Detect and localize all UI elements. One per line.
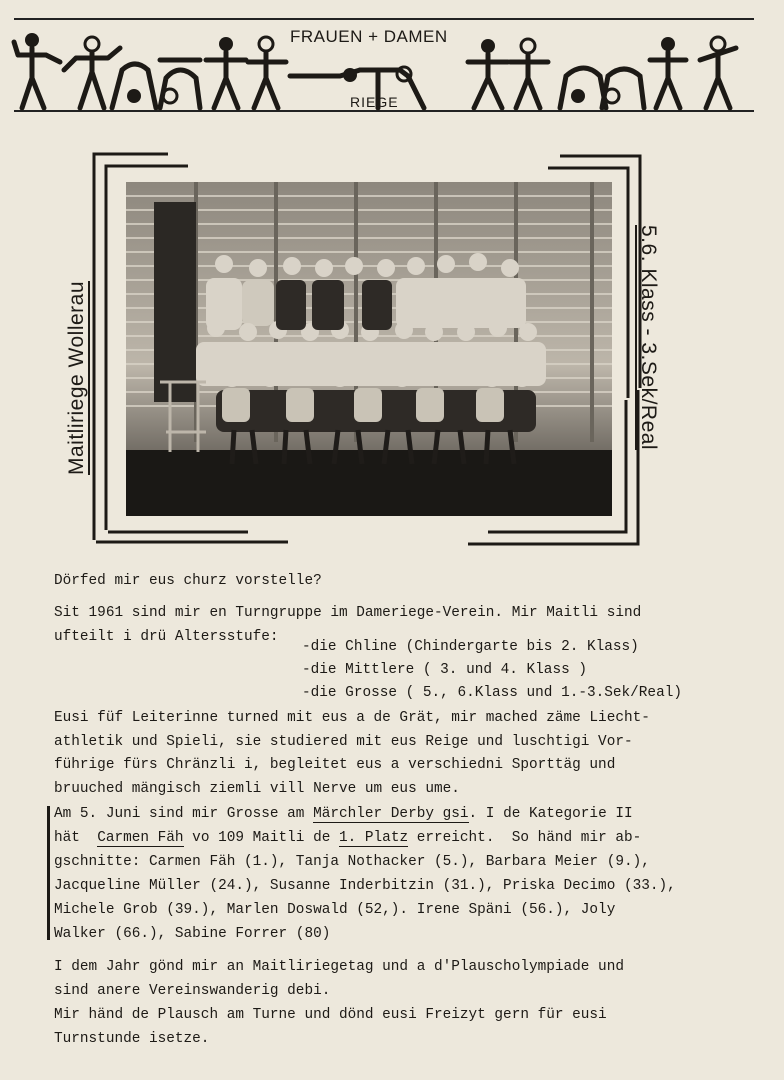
event-name: Märchler Derby gsi bbox=[313, 806, 469, 822]
paragraph-2-line-4: bruuched mängisch ziemli vill Nerve um eus ume. bbox=[54, 781, 460, 797]
p3-l2-c: erreicht. So händ mir ab- bbox=[408, 830, 642, 846]
paragraph-3-line-6: Walker (66.), Sabine Forrer (80) bbox=[54, 926, 331, 942]
group-item-2: -die Mittlere ( 3. und 4. Klass ) bbox=[302, 662, 587, 678]
p3-l2-b: vo 109 Maitli de bbox=[183, 830, 339, 846]
photo-caption-right bbox=[636, 225, 660, 450]
header-title: FRAUEN + DAMEN bbox=[290, 27, 448, 46]
caption-right-text: 5.6. Klass - 3.Sek/Real bbox=[637, 225, 660, 451]
margin-bar bbox=[47, 806, 50, 940]
group-photo bbox=[126, 182, 612, 516]
p3-l2-a: hät bbox=[54, 830, 98, 846]
header-subtitle: RIEGE bbox=[350, 94, 399, 110]
header-banner bbox=[0, 0, 784, 120]
paragraph-3-line-2 bbox=[54, 830, 641, 846]
paragraph-4-line-4: Turnstunde isetze. bbox=[54, 1031, 210, 1047]
p3-l1-b: . I de Kategorie II bbox=[468, 806, 633, 822]
winner-name: Carmen Fäh bbox=[97, 830, 184, 846]
caption-left-text: Maitliriege Wollerau bbox=[65, 280, 88, 475]
intro-line: Dörfed mir eus churz vorstelle? bbox=[54, 573, 322, 589]
paragraph-2-line-3: führige fürs Chränzli i, begleitet eus a verschiedni Sporttäg und bbox=[54, 757, 616, 773]
paragraph-2-line-2: athletik und Spieli, sie studiered mit eus Reige und luschtigi Vor- bbox=[54, 734, 633, 750]
p3-l1-a: Am 5. Juni sind mir Grosse am bbox=[54, 806, 314, 822]
paragraph-4-line-1: I dem Jahr gönd mir an Maitliriegetag und a d'Plauscholympiade und bbox=[54, 959, 624, 975]
paragraph-4-line-2: sind anere Vereinswanderig debi. bbox=[54, 983, 331, 999]
paragraph-2-line-1: Eusi füf Leiterinne turned mit eus a de Grät, mir mached zäme Liecht- bbox=[54, 710, 650, 726]
paragraph-1-line-2: ufteilt i drü Altersstufe: bbox=[54, 629, 279, 645]
paragraph-3-line-5: Michele Grob (39.), Marlen Doswald (52,). Irene Späni (56.), Joly bbox=[54, 902, 616, 918]
paragraph-3-line-4: Jacqueline Müller (24.), Susanne Inderbitzin (31.), Priska Decimo (33.), bbox=[54, 878, 676, 894]
winner-place: 1. Platz bbox=[339, 830, 409, 846]
photo-caption-left bbox=[65, 281, 89, 475]
paragraph-3-line-1 bbox=[54, 806, 633, 822]
paragraph-3-line-3: gschnitte: Carmen Fäh (1.), Tanja Nothacker (5.), Barbara Meier (9.), bbox=[54, 854, 650, 870]
group-item-1: -die Chline (Chindergarte bis 2. Klass) bbox=[302, 639, 639, 655]
paragraph-1-line-1: Sit 1961 sind mir en Turngruppe im Dameriege-Verein. Mir Maitli sind bbox=[54, 605, 642, 621]
group-item-3: -die Grosse ( 5., 6.Klass und 1.-3.Sek/Real) bbox=[302, 685, 682, 701]
paragraph-4-line-3: Mir händ de Plausch am Turne und dönd eusi Freizyt gern für eusi bbox=[54, 1007, 607, 1023]
